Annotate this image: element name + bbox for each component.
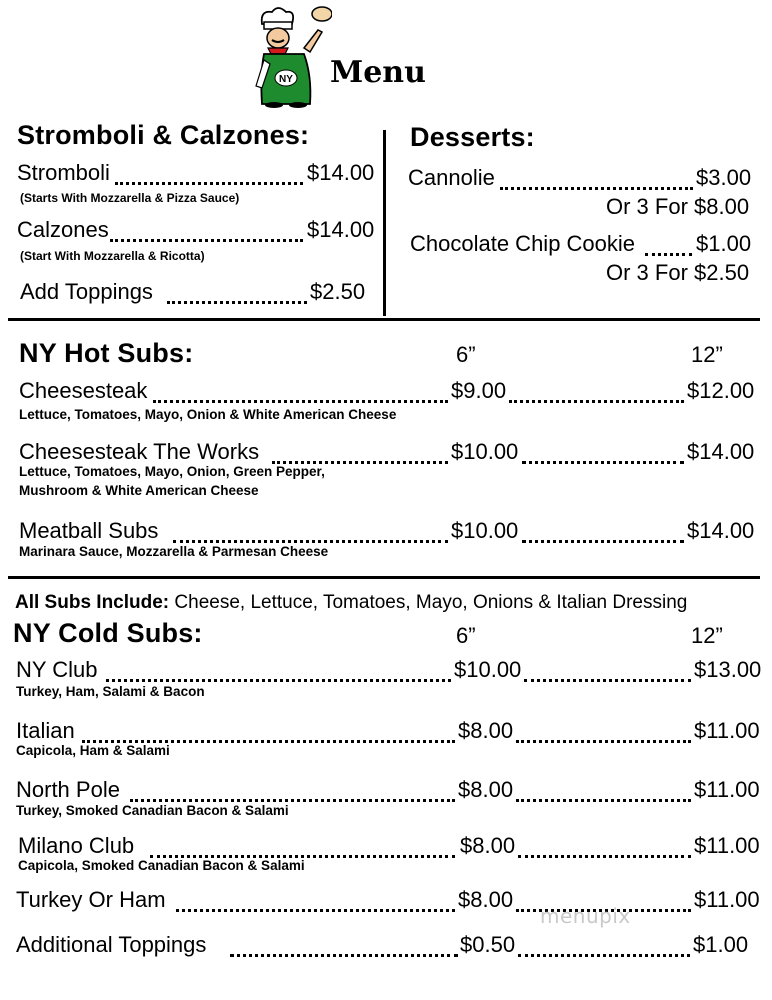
item-price-12: $14.00 [687, 518, 755, 543]
svg-text:NY: NY [279, 74, 293, 85]
item-price-12: $11.00 [694, 718, 760, 743]
item-name: Cheesesteak [19, 378, 148, 403]
dot-leader [509, 400, 684, 403]
dot-leader [115, 182, 303, 185]
item-name: North Pole [16, 777, 120, 802]
dot-leader [176, 909, 455, 912]
subs-include-text: Cheese, Lettuce, Tomatoes, Mayo, Onions & Italian Dressing [174, 592, 688, 613]
item-description: (Start With Mozzarella & Ricotta) [20, 249, 205, 263]
item-description: Turkey, Ham, Salami & Bacon [16, 684, 205, 699]
size-12-inch-label: 12” [691, 623, 723, 648]
dot-leader [645, 253, 692, 256]
section-heading-stromboli: Stromboli & Calzones: [17, 120, 310, 150]
item-price: $2.50 [310, 279, 366, 304]
dot-leader [130, 799, 455, 802]
dot-leader [516, 740, 691, 743]
dot-leader [524, 679, 691, 682]
item-description: Capicola, Smoked Canadian Bacon & Salami [18, 858, 305, 873]
item-price-6: $10.00 [451, 439, 519, 464]
item-name: Milano Club [18, 833, 135, 858]
item-name: Cheesesteak The Works [19, 439, 260, 464]
item-description: Turkey, Smoked Canadian Bacon & Salami [16, 803, 289, 818]
item-description: Capicola, Ham & Salami [16, 743, 170, 758]
item-description: Marinara Sauce, Mozzarella & Parmesan Cheese [19, 544, 329, 559]
item-multi-price: Or 3 For $8.00 [606, 194, 750, 219]
item-price-6: $0.50 [460, 932, 516, 957]
item-description: Mushroom & White American Cheese [19, 483, 259, 498]
item-price-12: $13.00 [694, 657, 762, 682]
item-name: Chocolate Chip Cookie [410, 231, 636, 256]
section-divider [8, 318, 760, 321]
dot-leader [110, 239, 303, 242]
dot-leader [173, 540, 448, 543]
item-price-6: $8.00 [458, 777, 514, 802]
item-price: $14.00 [307, 160, 375, 185]
item-name: Add Toppings [20, 279, 153, 304]
item-description: Lettuce, Tomatoes, Mayo, Onion, Green Pepper, [19, 464, 325, 479]
item-price: $14.00 [307, 217, 375, 242]
item-price-6: $10.00 [451, 518, 519, 543]
dot-leader [153, 400, 448, 403]
item-price-6: $9.00 [451, 378, 507, 403]
item-description: (Starts With Mozzarella & Pizza Sauce) [20, 191, 240, 205]
subs-include-label: All Subs Include: [15, 592, 170, 613]
item-name: NY Club [16, 657, 98, 682]
section-divider [8, 576, 760, 579]
dot-leader [522, 461, 684, 464]
item-name: Turkey Or Ham [16, 887, 166, 912]
item-name: Cannolie [408, 165, 495, 190]
dot-leader [518, 954, 690, 957]
watermark: menupix [540, 904, 631, 928]
item-price-6: $8.00 [458, 887, 514, 912]
item-name: Calzones [17, 217, 109, 242]
size-6-inch-label: 6” [456, 342, 476, 367]
dot-leader [500, 187, 693, 190]
section-heading-desserts: Desserts: [410, 122, 535, 152]
item-price-12: $11.00 [694, 833, 760, 858]
item-name: Italian [16, 718, 75, 743]
item-price-12: $1.00 [693, 932, 749, 957]
item-price-12: $12.00 [687, 378, 755, 403]
dot-leader [516, 799, 691, 802]
chef-logo [252, 4, 332, 108]
dot-leader [522, 540, 684, 543]
dot-leader [167, 301, 307, 304]
item-name: Stromboli [17, 160, 110, 185]
size-12-inch-label: 12” [691, 342, 723, 367]
column-divider [383, 130, 386, 316]
dot-leader [230, 954, 458, 957]
item-price: $3.00 [696, 165, 752, 190]
page-title: Menu [330, 55, 426, 90]
dot-leader [106, 679, 451, 682]
section-heading-hot-subs: NY Hot Subs: [19, 338, 194, 368]
item-name: Additional Toppings [16, 932, 207, 957]
item-price-12: $14.00 [687, 439, 755, 464]
section-heading-cold-subs: NY Cold Subs: [13, 618, 203, 648]
item-price-6: $8.00 [460, 833, 516, 858]
item-multi-price: Or 3 For $2.50 [606, 260, 750, 285]
item-description: Lettuce, Tomatoes, Mayo, Onion & White American Cheese [19, 407, 397, 422]
item-name: Meatball Subs [19, 518, 159, 543]
item-price-12: $11.00 [694, 887, 760, 912]
item-price-6: $8.00 [458, 718, 514, 743]
item-price: $1.00 [696, 231, 752, 256]
subs-include-note [15, 592, 687, 614]
item-price-6: $10.00 [454, 657, 522, 682]
size-6-inch-label: 6” [456, 623, 476, 648]
dot-leader [518, 855, 691, 858]
item-price-12: $11.00 [694, 777, 760, 802]
